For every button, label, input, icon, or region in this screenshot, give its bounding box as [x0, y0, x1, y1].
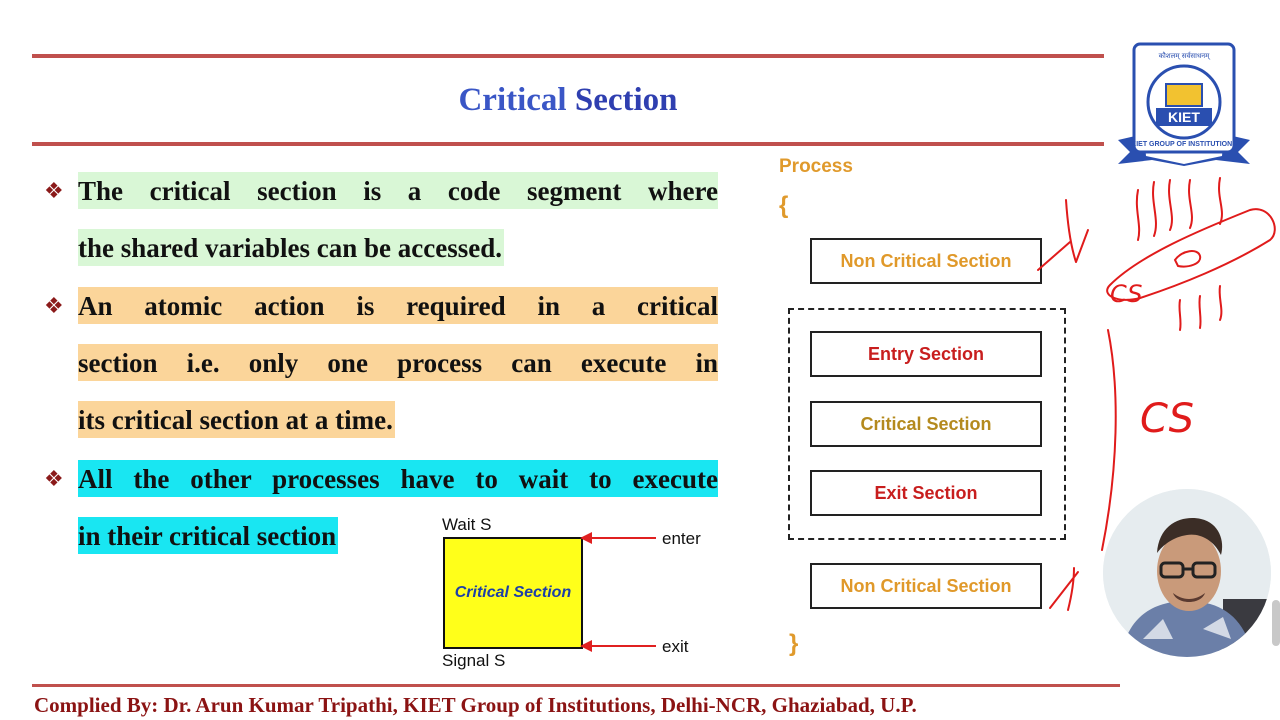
ink-flames [1137, 178, 1222, 240]
open-brace: { [779, 192, 789, 219]
bullet-line: in their critical section [78, 517, 338, 554]
exit-arrowhead [580, 640, 592, 652]
title-word-1: Critical [458, 82, 567, 118]
bullet-line: The critical section is a code segment where [78, 172, 718, 209]
logo-ring-text: KIET GROUP OF INSTITUTIONS [1131, 141, 1237, 148]
logo-book-icon [1166, 84, 1202, 106]
process-header: Process [779, 156, 853, 177]
footer-credit: Complied By: Dr. Arun Kumar Tripathi, KIET Group of Institutions, Delhi-NCR, Ghaziabad, U.P. [34, 693, 917, 717]
wait-label: Wait S [442, 515, 492, 534]
ink-text-cs-mid: CS [1140, 396, 1195, 442]
signal-label: Signal S [442, 651, 506, 670]
enter-label: enter [662, 529, 701, 548]
title-word-2: Section [574, 82, 678, 118]
bullet-line: section i.e. only one process can execute in [78, 344, 718, 381]
enter-arrowhead [580, 532, 592, 544]
ink-drips [1179, 286, 1221, 330]
diamond-bullet-icon: ❖ [44, 466, 64, 491]
ink-bracket [1102, 330, 1116, 550]
critical-section-box [443, 537, 583, 649]
diamond-bullet-icon: ❖ [44, 293, 64, 318]
entry-section: Entry Section [810, 331, 1042, 377]
logo-motto: कौशलम् सर्वसाधनम् [1158, 52, 1210, 60]
non-critical-section-bottom: Non Critical Section [810, 563, 1042, 609]
title-rule [32, 142, 1104, 146]
bullet-line: All the other processes have to wait to execute [78, 460, 718, 497]
kiet-logo [1116, 42, 1252, 166]
ink-check-bottom [1050, 568, 1078, 610]
bullet-line: its critical section at a time. [78, 401, 395, 438]
footer-rule [32, 684, 1120, 687]
diamond-bullet-icon: ❖ [44, 178, 64, 203]
top-rule [32, 54, 1104, 58]
slide-title [0, 82, 1136, 119]
scrollbar-thumb[interactable] [1272, 600, 1280, 646]
exit-section: Exit Section [810, 470, 1042, 516]
critical-section: Critical Section [810, 401, 1042, 447]
non-critical-section-top: Non Critical Section [810, 238, 1042, 284]
logo-name: KIET [1168, 109, 1200, 125]
ink-text-cs-top: CS [1110, 280, 1143, 308]
bullet-line: the shared variables can be accessed. [78, 229, 504, 266]
ink-check-top [1038, 200, 1088, 270]
enter-exit-arrows [578, 528, 658, 656]
bullet-line: An atomic action is required in a critical [78, 287, 718, 324]
ink-blob [1175, 251, 1200, 266]
critical-section-box-label: Critical Section [454, 584, 572, 601]
exit-label: exit [662, 637, 689, 656]
close-brace: } [789, 630, 799, 657]
presenter-webcam [1103, 489, 1271, 657]
